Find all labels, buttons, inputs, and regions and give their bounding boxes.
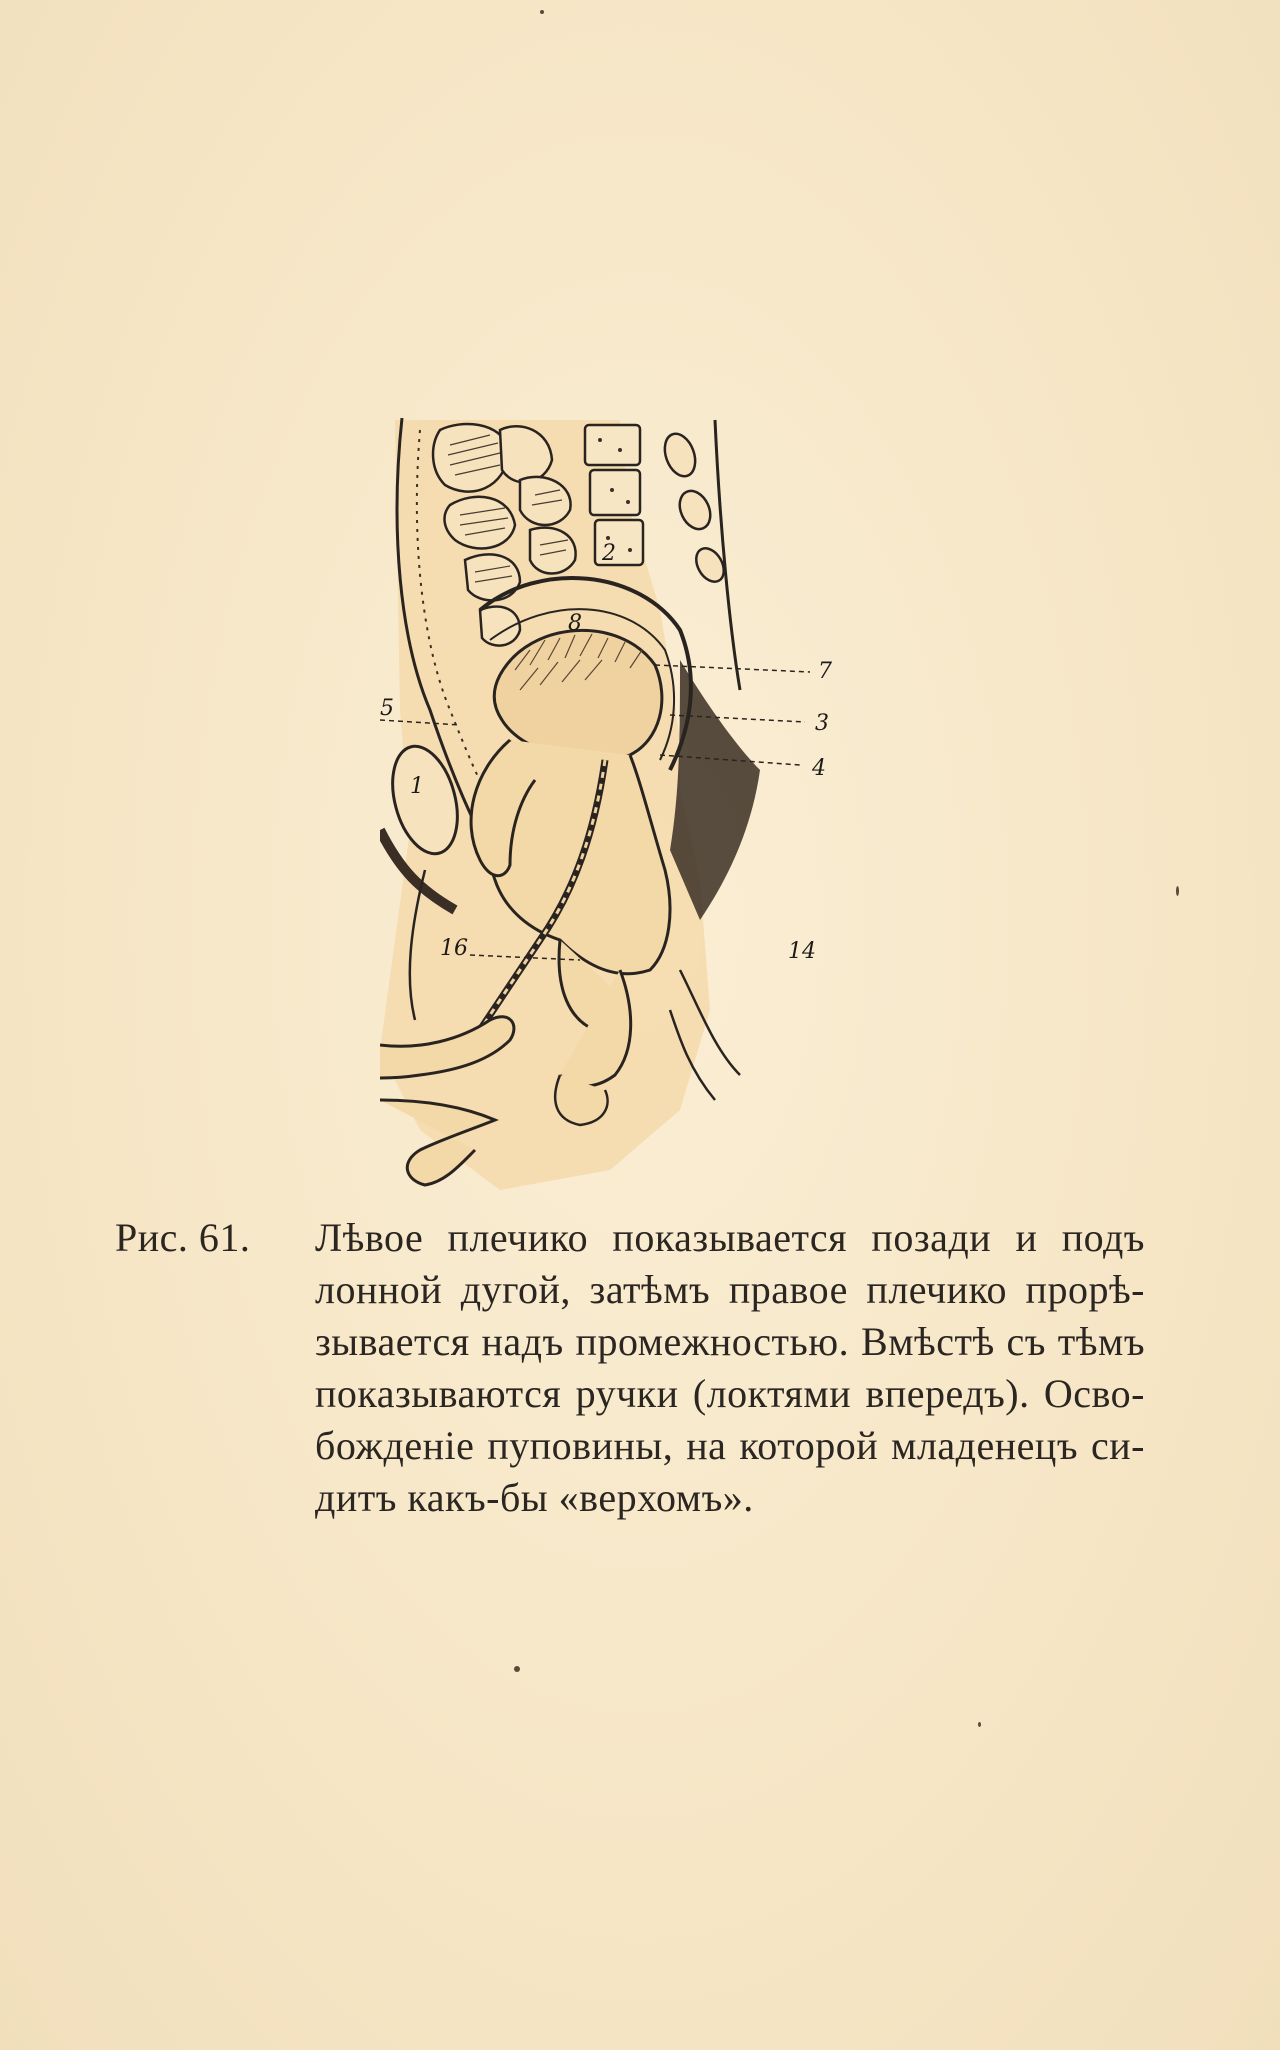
paper-speck — [514, 1666, 520, 1672]
label-4: 4 — [812, 756, 826, 781]
caption-line: Лѣвое плечико показывается позади и подъ — [315, 1215, 1145, 1260]
label-2: 2 — [602, 541, 616, 566]
paper-speck — [978, 1722, 981, 1727]
label-3: 3 — [815, 711, 829, 736]
label-1: 1 — [410, 774, 424, 799]
anatomical-illustration — [380, 410, 850, 1190]
label-5: 5 — [380, 696, 394, 721]
perineum-shading — [670, 660, 760, 920]
label-8: 8 — [568, 611, 582, 636]
illustration-svg — [380, 410, 850, 1190]
caption-text — [315, 1212, 1145, 1524]
paper-speck — [1176, 886, 1179, 896]
figure-number: Рис. 61. — [115, 1215, 251, 1260]
paper-speck — [540, 10, 544, 14]
caption-line: дитъ какъ-бы «верхомъ». — [315, 1475, 754, 1520]
caption-line: показываются ручки (локтями впередъ). Осво- — [315, 1371, 1145, 1416]
caption-line: божденіе пуповины, на которой младенецъ си- — [315, 1423, 1145, 1468]
caption-line: зывается надъ промежностью. Вмѣстѣ съ тѣмъ — [315, 1319, 1145, 1364]
caption-line: лонной дугой, затѣмъ правое плечико прорѣ- — [315, 1267, 1145, 1312]
label-7: 7 — [818, 659, 832, 684]
label-14: 14 — [788, 939, 816, 964]
label-16: 16 — [440, 936, 468, 961]
